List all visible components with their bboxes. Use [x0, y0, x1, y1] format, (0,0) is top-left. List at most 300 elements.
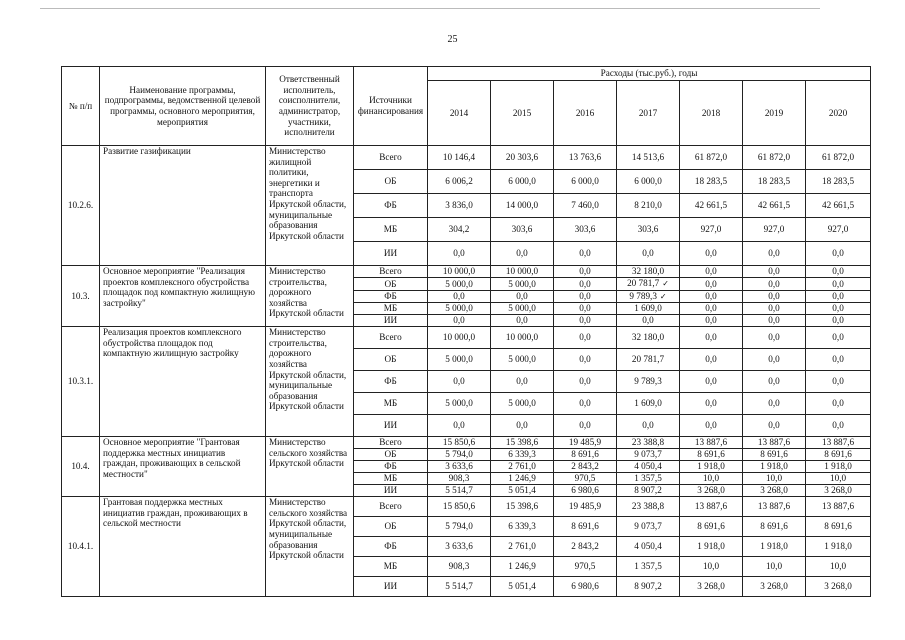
expense-cell	[554, 315, 617, 327]
expense-cell	[617, 461, 680, 473]
expense-cell	[554, 278, 617, 291]
expense-value: 8 691,6	[571, 521, 599, 532]
expense-cell	[428, 449, 491, 461]
expense-cell	[428, 497, 491, 517]
row-number: 10.3.	[62, 266, 100, 327]
expense-cell	[428, 473, 491, 485]
expense-cell	[806, 437, 871, 449]
funding-source: МБ	[354, 218, 428, 242]
expense-cell	[617, 485, 680, 497]
top-rule	[40, 8, 820, 9]
expense-value: 8 691,6	[824, 521, 852, 532]
checkmark-icon: ✓	[659, 291, 667, 301]
expense-value: 0,0	[832, 291, 844, 302]
expense-cell	[617, 315, 680, 327]
expense-value: 23 388,8	[631, 437, 665, 448]
expense-cell	[617, 371, 680, 393]
expense-cell	[617, 242, 680, 266]
expense-value: 0,0	[768, 303, 780, 314]
expense-cell	[491, 194, 554, 218]
expense-value: 19 485,9	[568, 437, 602, 448]
expense-value: 2 761,0	[508, 541, 536, 552]
expense-cell	[428, 315, 491, 327]
expense-cell	[680, 242, 743, 266]
expense-value: 0,0	[579, 398, 591, 409]
funding-source: ИИ	[354, 415, 428, 437]
expense-cell	[680, 577, 743, 597]
expense-value: 13 887,6	[757, 501, 791, 512]
expense-value: 970,5	[574, 473, 596, 484]
expense-value: 8 691,6	[760, 521, 788, 532]
expense-value: 1 918,0	[824, 541, 852, 552]
expense-value: 0,0	[705, 303, 717, 314]
program-name: Основное мероприятие "Грантовая поддержка местных инициатив граждан, проживающих в сельской местности"	[100, 437, 266, 497]
funding-source: Всего	[354, 327, 428, 349]
expense-cell	[554, 557, 617, 577]
expense-value: 10 000,0	[442, 266, 476, 277]
program-name: Основное мероприятие "Реализация проектов комплексного обустройства площадок под компактную жилищную застройку"	[100, 266, 266, 327]
expense-cell	[428, 242, 491, 266]
row-number: 10.3.1.	[62, 327, 100, 437]
expense-cell	[428, 517, 491, 537]
expense-cell	[743, 437, 806, 449]
expense-cell	[491, 218, 554, 242]
expense-cell	[491, 393, 554, 415]
expense-value: 304,2	[448, 224, 470, 235]
expense-value: 3 836,0	[445, 200, 473, 211]
expense-value: 4 050,4	[634, 541, 662, 552]
expense-cell	[428, 290, 491, 303]
expense-cell	[806, 194, 871, 218]
expense-cell	[491, 146, 554, 170]
expense-value: 5 000,0	[445, 398, 473, 409]
expense-value: 3 268,0	[697, 485, 725, 496]
expense-value: 5 794,0	[445, 521, 473, 532]
expense-cell	[554, 266, 617, 278]
expense-value: 20 781,7	[627, 278, 660, 288]
expense-value: 8 691,6	[824, 449, 852, 460]
expense-value: 0,0	[705, 332, 717, 343]
expense-value: 0,0	[579, 315, 591, 326]
expense-cell	[554, 170, 617, 194]
expense-value: 5 000,0	[445, 303, 473, 314]
expense-value: 1 609,0	[634, 303, 662, 314]
expense-cell	[617, 303, 680, 315]
funding-source: Всего	[354, 266, 428, 278]
expense-cell	[680, 315, 743, 327]
expense-cell	[743, 449, 806, 461]
expense-cell	[743, 371, 806, 393]
expense-value: 0,0	[832, 398, 844, 409]
expense-cell	[680, 349, 743, 371]
expense-value: 10,0	[702, 561, 720, 572]
expense-cell	[743, 497, 806, 517]
expense-value: 32 180,0	[631, 266, 665, 277]
expense-cell	[554, 485, 617, 497]
expense-cell	[806, 218, 871, 242]
expense-value: 5 051,4	[508, 485, 536, 496]
funding-source: ОБ	[354, 349, 428, 371]
expense-value: 13 887,6	[821, 501, 855, 512]
expense-value: 13 887,6	[694, 437, 728, 448]
expense-cell	[617, 577, 680, 597]
table-row	[62, 146, 871, 170]
budget-table	[61, 66, 871, 597]
funding-source: ОБ	[354, 449, 428, 461]
expense-cell	[617, 278, 680, 291]
expense-value: 3 268,0	[824, 581, 852, 592]
expense-value: 303,6	[637, 224, 659, 235]
expense-cell	[806, 146, 871, 170]
expense-value: 0,0	[579, 291, 591, 302]
expense-cell	[680, 218, 743, 242]
expense-cell	[743, 415, 806, 437]
expense-value: 3 268,0	[760, 485, 788, 496]
expense-value: 0,0	[705, 266, 717, 277]
expense-value: 10 000,0	[505, 332, 539, 343]
expense-cell	[680, 327, 743, 349]
expense-cell	[806, 242, 871, 266]
expense-value: 61 872,0	[821, 152, 855, 163]
expense-cell	[554, 461, 617, 473]
expense-value: 13 887,6	[694, 501, 728, 512]
expense-cell	[680, 449, 743, 461]
table-row	[62, 327, 871, 349]
expense-cell	[491, 497, 554, 517]
expense-cell	[680, 517, 743, 537]
header-year: 2020	[806, 81, 871, 146]
expense-cell	[743, 266, 806, 278]
expense-cell	[617, 290, 680, 303]
funding-source: МБ	[354, 557, 428, 577]
expense-cell	[491, 461, 554, 473]
expense-value: 6 000,0	[508, 176, 536, 187]
expense-cell	[554, 497, 617, 517]
expense-value: 20 781,7	[631, 354, 665, 365]
expense-value: 19 485,9	[568, 501, 602, 512]
expense-value: 0,0	[453, 376, 465, 387]
expense-value: 8 691,6	[697, 449, 725, 460]
expense-value: 0,0	[579, 303, 591, 314]
expense-cell	[806, 371, 871, 393]
expense-value: 0,0	[705, 291, 717, 302]
expense-cell	[806, 415, 871, 437]
expense-value: 303,6	[574, 224, 596, 235]
expense-value: 13 887,6	[757, 437, 791, 448]
expense-cell	[428, 278, 491, 291]
expense-cell	[491, 371, 554, 393]
funding-source: МБ	[354, 303, 428, 315]
expense-cell	[806, 170, 871, 194]
expense-value: 5 000,0	[445, 354, 473, 365]
expense-value: 10,0	[830, 561, 847, 572]
expense-value: 9 073,7	[634, 449, 662, 460]
table-row	[62, 437, 871, 449]
expense-cell	[491, 449, 554, 461]
expense-cell	[680, 497, 743, 517]
expense-value: 5 514,7	[445, 485, 473, 496]
expense-value: 18 283,5	[757, 176, 791, 187]
expense-value: 2 843,2	[571, 461, 599, 472]
expense-value: 8 691,6	[571, 449, 599, 460]
expense-cell	[491, 557, 554, 577]
expense-cell	[617, 437, 680, 449]
expense-cell	[743, 461, 806, 473]
expense-cell	[491, 473, 554, 485]
header-source: Источники финансирования	[354, 67, 428, 146]
expense-cell	[554, 537, 617, 557]
expense-value: 0,0	[832, 278, 844, 289]
expense-cell	[428, 577, 491, 597]
responsible-executor: Министерство сельского хозяйства Иркутской области	[266, 437, 354, 497]
expense-cell	[743, 577, 806, 597]
funding-source: ФБ	[354, 371, 428, 393]
expense-cell	[428, 266, 491, 278]
expense-value: 15 398,6	[505, 437, 539, 448]
expense-value: 1 246,9	[508, 561, 536, 572]
expense-value: 0,0	[768, 376, 780, 387]
expense-value: 927,0	[763, 224, 785, 235]
expense-value: 14 000,0	[505, 200, 539, 211]
funding-source: Всего	[354, 146, 428, 170]
expense-cell	[617, 194, 680, 218]
expense-cell	[554, 303, 617, 315]
expense-value: 0,0	[832, 303, 844, 314]
expense-value: 3 268,0	[824, 485, 852, 496]
expense-cell	[743, 537, 806, 557]
expense-cell	[743, 327, 806, 349]
expense-cell	[617, 393, 680, 415]
expense-cell	[617, 146, 680, 170]
expense-cell	[554, 577, 617, 597]
expense-value: 9 789,3	[634, 376, 662, 387]
funding-source: ОБ	[354, 170, 428, 194]
expense-cell	[491, 437, 554, 449]
expense-cell	[680, 371, 743, 393]
header-expenses: Расходы (тыс.руб.), годы	[428, 67, 871, 81]
expense-cell	[428, 537, 491, 557]
expense-value: 1 918,0	[697, 541, 725, 552]
expense-value: 0,0	[516, 420, 528, 431]
expense-cell	[806, 517, 871, 537]
expense-value: 42 661,5	[694, 200, 728, 211]
expense-value: 0,0	[642, 420, 654, 431]
responsible-executor: Министерство сельского хозяйства Иркутской области, муниципальные образования Иркутской области	[266, 497, 354, 597]
responsible-executor: Министерство жилищной политики, энергетики и транспорта Иркутской области, муниципальные образования Иркутской области	[266, 146, 354, 266]
expense-cell	[806, 266, 871, 278]
expense-value: 0,0	[832, 266, 844, 277]
expense-cell	[806, 278, 871, 291]
expense-cell	[491, 290, 554, 303]
expense-cell	[554, 194, 617, 218]
expense-cell	[743, 146, 806, 170]
expense-value: 0,0	[705, 354, 717, 365]
expense-cell	[491, 537, 554, 557]
expense-cell	[806, 537, 871, 557]
checkmark-icon: ✓	[662, 279, 669, 288]
expense-value: 6 339,3	[508, 521, 536, 532]
expense-cell	[491, 303, 554, 315]
funding-source: Всего	[354, 497, 428, 517]
expense-value: 1 357,5	[634, 561, 662, 572]
expense-value: 0,0	[832, 376, 844, 387]
expense-cell	[806, 290, 871, 303]
expense-cell	[554, 218, 617, 242]
expense-value: 0,0	[453, 315, 465, 326]
header-year: 2014	[428, 81, 491, 146]
expense-value: 0,0	[768, 291, 780, 302]
expense-cell	[554, 327, 617, 349]
expense-cell	[554, 349, 617, 371]
expense-value: 1 918,0	[760, 461, 788, 472]
expense-cell	[680, 557, 743, 577]
expense-cell	[680, 473, 743, 485]
expense-cell	[491, 349, 554, 371]
expense-value: 18 283,5	[821, 176, 855, 187]
table-row	[62, 266, 871, 278]
expense-cell	[617, 349, 680, 371]
expense-cell	[680, 485, 743, 497]
expense-value: 42 661,5	[821, 200, 855, 211]
expense-cell	[617, 415, 680, 437]
expense-cell	[554, 415, 617, 437]
expense-value: 0,0	[768, 266, 780, 277]
expense-value: 15 398,6	[505, 501, 539, 512]
funding-source: ИИ	[354, 577, 428, 597]
expense-cell	[680, 290, 743, 303]
expense-value: 8 691,6	[697, 521, 725, 532]
expense-cell	[743, 393, 806, 415]
expense-value: 23 388,8	[631, 501, 665, 512]
expense-value: 5 000,0	[508, 398, 536, 409]
expense-cell	[428, 393, 491, 415]
expense-value: 908,3	[448, 561, 470, 572]
expense-value: 0,0	[832, 315, 844, 326]
expense-value: 0,0	[579, 376, 591, 387]
expense-value: 5 000,0	[508, 303, 536, 314]
expense-value: 4 050,4	[634, 461, 662, 472]
funding-source: ИИ	[354, 315, 428, 327]
expense-cell	[617, 218, 680, 242]
expense-cell	[554, 517, 617, 537]
expense-value: 15 850,6	[442, 501, 476, 512]
expense-cell	[428, 415, 491, 437]
expense-value: 1 357,5	[634, 473, 662, 484]
expense-cell	[491, 327, 554, 349]
expense-cell	[554, 146, 617, 170]
page-number: 25	[447, 34, 458, 45]
header-responsible: Ответственный исполнитель, соисполнители, администратор, участники, исполнители	[266, 67, 354, 146]
header-year: 2018	[680, 81, 743, 146]
expense-value: 6 339,3	[508, 449, 536, 460]
expense-value: 8 907,2	[634, 485, 662, 496]
expense-value: 0,0	[768, 354, 780, 365]
expense-value: 0,0	[516, 315, 528, 326]
expense-value: 927,0	[827, 224, 849, 235]
expense-value: 303,6	[511, 224, 533, 235]
expense-cell	[617, 517, 680, 537]
expense-value: 32 180,0	[631, 332, 665, 343]
header-year: 2016	[554, 81, 617, 146]
expense-value: 2 761,0	[508, 461, 536, 472]
funding-source: ИИ	[354, 485, 428, 497]
funding-source: МБ	[354, 393, 428, 415]
expense-value: 61 872,0	[757, 152, 791, 163]
expense-value: 9 789,3	[629, 290, 657, 301]
expense-value: 908,3	[448, 473, 470, 484]
funding-source: ФБ	[354, 194, 428, 218]
expense-cell	[680, 303, 743, 315]
expense-cell	[806, 393, 871, 415]
expense-value: 0,0	[453, 248, 465, 259]
expense-value: 13 763,6	[568, 152, 602, 163]
expense-value: 9 073,7	[634, 521, 662, 532]
expense-cell	[428, 485, 491, 497]
funding-source: ФБ	[354, 537, 428, 557]
expense-cell	[617, 473, 680, 485]
funding-source: ОБ	[354, 517, 428, 537]
expense-cell	[806, 577, 871, 597]
expense-value: 0,0	[768, 398, 780, 409]
expense-cell	[743, 517, 806, 537]
expense-value: 7 460,0	[571, 200, 599, 211]
expense-cell	[491, 266, 554, 278]
expense-value: 0,0	[768, 332, 780, 343]
expense-value: 10,0	[765, 473, 783, 484]
expense-value: 1 246,9	[508, 473, 536, 484]
expense-value: 10 000,0	[442, 332, 476, 343]
expense-value: 10,0	[830, 473, 847, 484]
expense-value: 1 918,0	[697, 461, 725, 472]
expense-value: 6 000,0	[634, 176, 662, 187]
expense-cell	[680, 537, 743, 557]
expense-value: 0,0	[453, 291, 465, 302]
expense-cell	[806, 485, 871, 497]
expense-cell	[680, 437, 743, 449]
expense-value: 0,0	[579, 354, 591, 365]
expense-cell	[806, 327, 871, 349]
expense-value: 927,0	[700, 224, 722, 235]
expense-cell	[617, 557, 680, 577]
expense-value: 6 980,6	[571, 581, 599, 592]
expense-cell	[617, 327, 680, 349]
program-name: Развитие газификации	[100, 146, 266, 266]
table-row	[62, 497, 871, 517]
expense-value: 20 303,6	[505, 152, 539, 163]
expense-value: 5 051,4	[508, 581, 536, 592]
expense-cell	[806, 557, 871, 577]
expense-value: 0,0	[642, 248, 654, 259]
table-body	[62, 146, 871, 597]
expense-cell	[428, 303, 491, 315]
expense-cell	[428, 170, 491, 194]
expense-value: 0,0	[705, 398, 717, 409]
expense-value: 0,0	[705, 278, 717, 289]
expense-value: 0,0	[768, 420, 780, 431]
expense-value: 61 872,0	[694, 152, 728, 163]
expense-cell	[743, 557, 806, 577]
responsible-executor: Министерство строительства, дорожного хозяйства Иркутской области	[266, 266, 354, 327]
expense-cell	[617, 449, 680, 461]
expense-value: 5 514,7	[445, 581, 473, 592]
expense-cell	[428, 557, 491, 577]
expense-cell	[680, 194, 743, 218]
expense-value: 3 633,6	[445, 461, 473, 472]
expense-value: 5 794,0	[445, 449, 473, 460]
expense-cell	[806, 497, 871, 517]
expense-cell	[806, 349, 871, 371]
expense-value: 0,0	[705, 315, 717, 326]
